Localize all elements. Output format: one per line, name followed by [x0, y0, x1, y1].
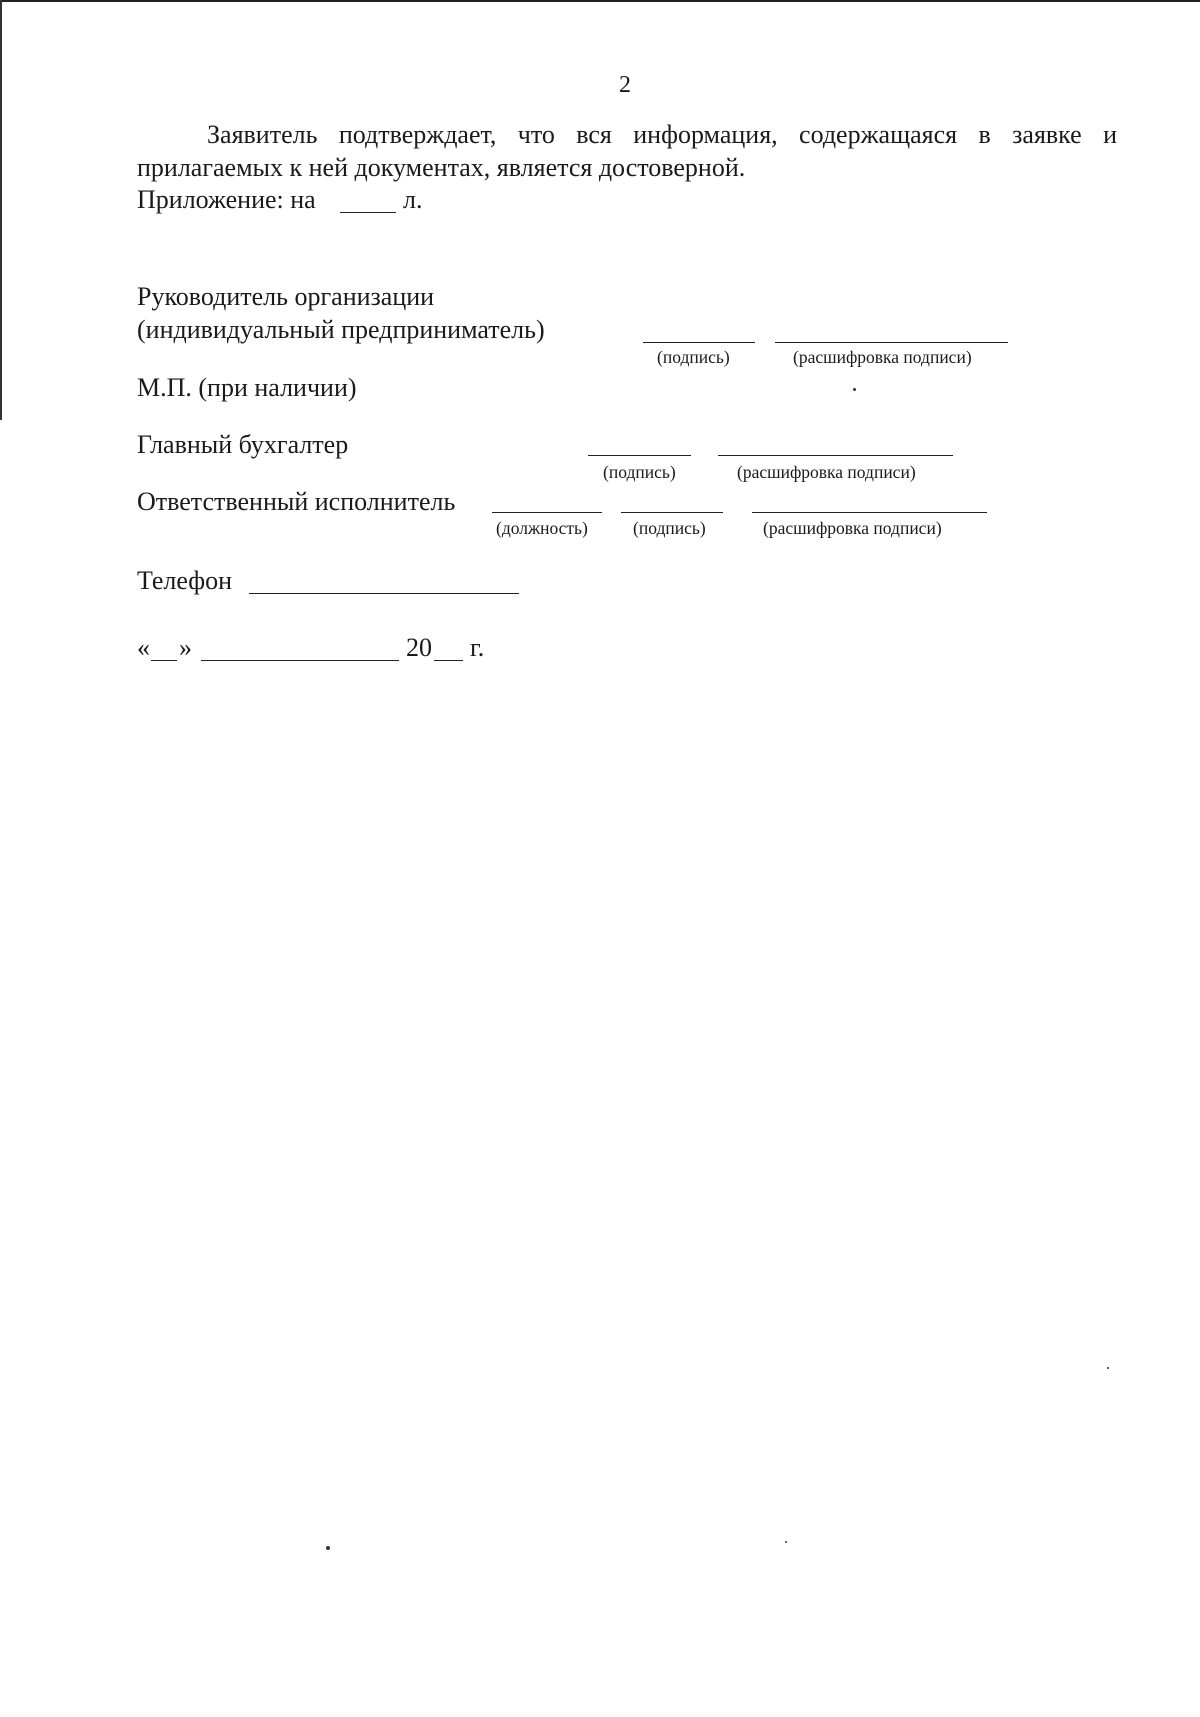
chief-accountant-signature-line[interactable]: [588, 455, 691, 456]
date-close-quote: »: [179, 633, 192, 662]
executor-position-line[interactable]: [492, 512, 602, 513]
page-number: 2: [619, 72, 631, 98]
head-signature-line[interactable]: [643, 342, 755, 343]
date-day-blank[interactable]: [151, 660, 177, 661]
executor-position-caption: (должность): [496, 518, 588, 538]
phone-field-line[interactable]: [249, 593, 519, 594]
executor-signature-caption: (подпись): [633, 518, 706, 538]
executor-decoding-caption: (расшифровка подписи): [763, 518, 942, 538]
attachment-pages-blank[interactable]: [340, 212, 396, 213]
confirmation-paragraph: [137, 118, 1117, 184]
head-title-line1: Руководитель организации: [137, 282, 435, 311]
head-title-line2: (индивидуальный предприниматель): [137, 315, 545, 344]
scan-speck: [853, 388, 856, 391]
head-decoding-caption: (расшифровка подписи): [793, 347, 972, 367]
attachment-suffix: л.: [403, 185, 423, 214]
head-signature-caption: (подпись): [657, 347, 730, 367]
chief-accountant-decoding-caption: (расшифровка подписи): [737, 462, 916, 482]
executor-signature-line[interactable]: [621, 512, 723, 513]
chief-accountant-signature-caption: (подпись): [603, 462, 676, 482]
date-year-suffix: г.: [470, 633, 485, 662]
date-month-blank[interactable]: [201, 660, 399, 661]
date-year-prefix: 20: [406, 633, 432, 662]
chief-accountant-title: Главный бухгалтер: [137, 430, 349, 459]
attachment-prefix: Приложение: на: [137, 185, 316, 214]
executor-title: Ответственный исполнитель: [137, 487, 456, 516]
scan-speck: [1107, 1367, 1109, 1369]
scan-speck: [785, 1541, 787, 1543]
scan-speck: [326, 1546, 330, 1550]
date-year-blank[interactable]: [434, 660, 463, 661]
executor-decoding-line[interactable]: [752, 512, 987, 513]
phone-label: Телефон: [137, 566, 233, 595]
page-left-border: [0, 0, 2, 420]
page-top-border: [0, 0, 1200, 2]
date-open-quote: «: [137, 633, 150, 662]
head-decoding-line[interactable]: [775, 342, 1008, 343]
stamp-label: М.П. (при наличии): [137, 373, 357, 402]
chief-accountant-decoding-line[interactable]: [718, 455, 953, 456]
confirmation-text: Заявитель подтверждает, что вся информация, содержащаяся в заявке и прилагаемых к ней документах, является достоверной.: [137, 120, 1117, 182]
